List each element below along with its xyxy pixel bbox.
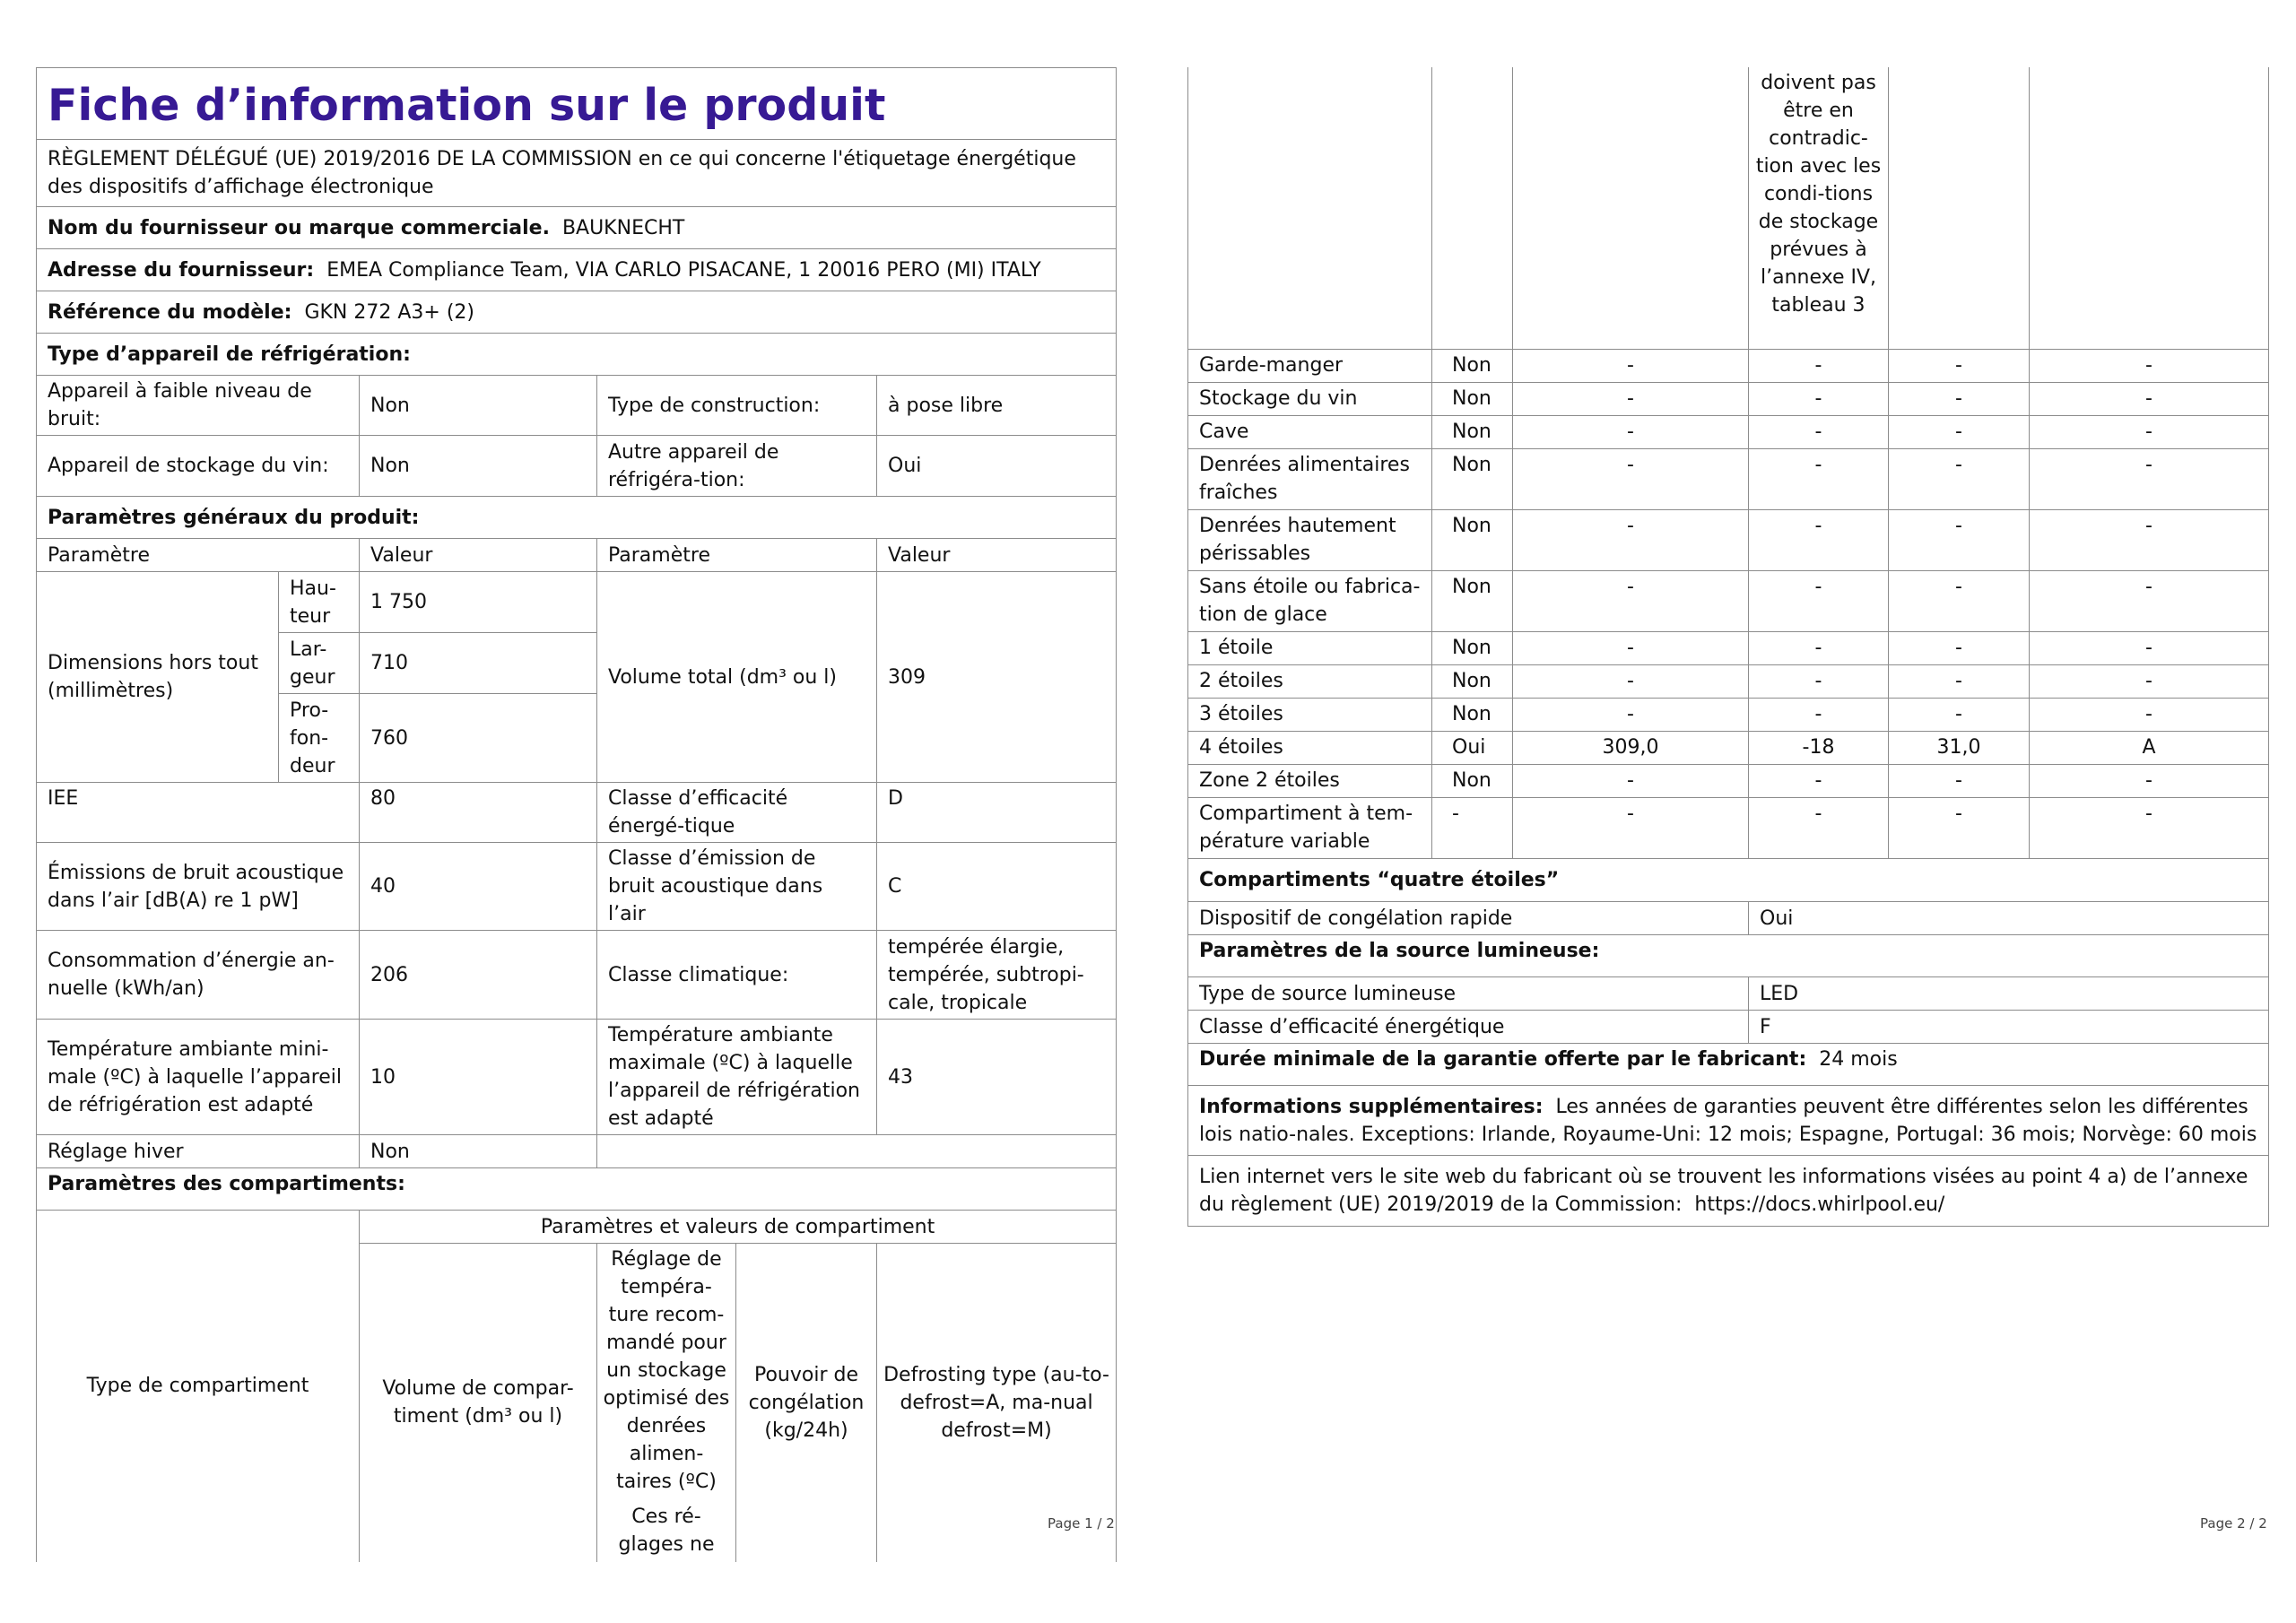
compartment-temp: -: [1749, 382, 1889, 415]
compartment-name: Denrées alimentaires fraîches: [1188, 448, 1432, 509]
blank-cell: [1513, 67, 1749, 349]
total-volume-value: 309: [877, 572, 1117, 783]
compartment-freezing: -: [1889, 570, 2030, 631]
compartment-freezing: -: [1889, 448, 2030, 509]
blank-cell: [1889, 67, 2030, 349]
low-noise-label: Appareil à faible niveau de bruit:: [37, 376, 360, 436]
compartment-row: [1188, 731, 2269, 764]
compartment-row: [1188, 349, 2269, 382]
compartment-defrost: -: [2030, 415, 2269, 448]
compartment-temp: -: [1749, 448, 1889, 509]
model-label: Référence du modèle:: [48, 300, 292, 324]
other-appliance-value: Oui: [877, 436, 1117, 497]
compartment-temp: -: [1749, 415, 1889, 448]
energy-class-label: Classe d’efficacité énergé-tique: [597, 783, 877, 843]
compartment-defrost: -: [2030, 509, 2269, 570]
blank-cell: [2030, 67, 2269, 349]
compartment-name: Stockage du vin: [1188, 382, 1432, 415]
compartment-name: 1 étoile: [1188, 631, 1432, 664]
wine-value: Non: [360, 436, 597, 497]
max-temp-value: 43: [877, 1020, 1117, 1135]
compartment-volume: 309,0: [1513, 731, 1749, 764]
width-value: 710: [360, 633, 597, 694]
compartment-present: Non: [1432, 349, 1513, 382]
construction-value: à pose libre: [877, 376, 1117, 436]
compartment-freezing: -: [1889, 631, 2030, 664]
compartment-row: [1188, 797, 2269, 858]
compartment-freezing: -: [1889, 415, 2030, 448]
energy-class-value: D: [877, 783, 1117, 843]
climate-class-value: tempérée élargie, tempérée, subtropi-cale, tropicale: [877, 931, 1117, 1020]
compartment-temp: -: [1749, 349, 1889, 382]
iee-label: IEE: [37, 783, 360, 843]
compartment-present: Non: [1432, 764, 1513, 797]
light-type-label: Type de source lumineuse: [1188, 977, 1749, 1011]
compartment-row: [1188, 382, 2269, 415]
fast-freeze-label: Dispositif de congélation rapide: [1188, 902, 1749, 935]
model-row: [37, 291, 1117, 334]
compartment-defrost: -: [2030, 664, 2269, 698]
compartment-row: [1188, 764, 2269, 797]
compartment-volume-header: Volume de compar-timent (dm³ ou l): [360, 1244, 597, 1562]
compartment-row: [1188, 698, 2269, 731]
manufacturer-link[interactable]: https://docs.whirlpool.eu/: [1694, 1193, 1945, 1216]
compartment-freezing: -: [1889, 349, 2030, 382]
compartment-present: -: [1432, 797, 1513, 858]
compartment-defrost: -: [2030, 382, 2269, 415]
light-class-label: Classe d’efficacité énergétique: [1188, 1011, 1749, 1044]
compartment-present: Non: [1432, 448, 1513, 509]
manufacturer-link-row: [1188, 1156, 2269, 1227]
compartment-params-header: Paramètres et valeurs de compartiment: [360, 1211, 1117, 1244]
additional-info-table: [1187, 859, 2269, 1228]
compartment-temp-header-text: Réglage de tempéra-ture recom-mandé pour un stockage optimisé des denrées alimen-taires (ºC): [603, 1248, 730, 1493]
compartment-freezing: -: [1889, 382, 2030, 415]
compartment-name: 2 étoiles: [1188, 664, 1432, 698]
compartment-present: Non: [1432, 509, 1513, 570]
warranty-row: [1188, 1044, 2269, 1086]
compartment-freezing: -: [1889, 797, 2030, 858]
compartment-row: [1188, 448, 2269, 509]
total-volume-label: Volume total (dm³ ou l): [597, 572, 877, 783]
blank-cell: [1432, 67, 1513, 349]
col-header-value-2: Valeur: [877, 539, 1117, 572]
compartment-volume: -: [1513, 415, 1749, 448]
max-temp-label: Température ambiante maximale (ºC) à laquelle l’appareil de réfrigération est adapté: [597, 1020, 877, 1135]
height-label: Hau-teur: [279, 572, 360, 633]
page-title: Fiche d’information sur le produit: [37, 68, 1117, 140]
noise-class-value: C: [877, 843, 1117, 931]
address-label: Adresse du fournisseur:: [48, 258, 315, 282]
compartment-temp: -: [1749, 764, 1889, 797]
compartment-name: Zone 2 étoiles: [1188, 764, 1432, 797]
compartment-volume: -: [1513, 797, 1749, 858]
compartment-volume: -: [1513, 698, 1749, 731]
compartment-type-header: Type de compartiment: [37, 1211, 360, 1562]
compartment-freezing: -: [1889, 764, 2030, 797]
compartment-temp: -: [1749, 570, 1889, 631]
compartment-row: [1188, 664, 2269, 698]
noise-class-label: Classe d’émission de bruit acoustique dans l’air: [597, 843, 877, 931]
light-class-value: F: [1749, 1011, 2269, 1044]
other-appliance-label: Autre appareil de réfrigéra-tion:: [597, 436, 877, 497]
compartment-present: Non: [1432, 631, 1513, 664]
compartment-defrost: -: [2030, 797, 2269, 858]
compartment-defrost: A: [2030, 731, 2269, 764]
compartment-row: [1188, 570, 2269, 631]
model-value: GKN 272 A3+ (2): [304, 300, 474, 324]
compartment-name: 4 étoiles: [1188, 731, 1432, 764]
compartment-defrost: -: [2030, 764, 2269, 797]
compartment-volume: -: [1513, 764, 1749, 797]
climate-class-label: Classe climatique:: [597, 931, 877, 1020]
product-info-table: [36, 67, 1117, 1562]
compartment-present: Non: [1432, 382, 1513, 415]
compartment-present: Non: [1432, 698, 1513, 731]
compartment-temp: -: [1749, 698, 1889, 731]
page-1: [36, 67, 1116, 1562]
compartment-temp: -: [1749, 509, 1889, 570]
compartment-temp-note-end: doivent pas être en contradic-tion avec les condi-tions de stockage prévues à l’annexe IV, tableau 3: [1749, 67, 1889, 349]
low-noise-value: Non: [360, 376, 597, 436]
construction-label: Type de construction:: [597, 376, 877, 436]
height-value: 1 750: [360, 572, 597, 633]
compartment-temp-header: [597, 1244, 736, 1562]
compartment-name: Denrées hautement périssables: [1188, 509, 1432, 570]
annual-consumption-value: 206: [360, 931, 597, 1020]
compartment-present: Non: [1432, 415, 1513, 448]
compartment-volume: -: [1513, 349, 1749, 382]
compartment-temp-note-start: Ces ré-glages ne: [618, 1506, 715, 1556]
compartments-heading: Paramètres des compartiments:: [37, 1168, 1117, 1211]
noise-emission-label: Émissions de bruit acoustique dans l’air [dB(A) re 1 pW]: [37, 843, 360, 931]
compartment-defrost: -: [2030, 349, 2269, 382]
compartment-freezing: 31,0: [1889, 731, 2030, 764]
blank-cell: [1188, 67, 1432, 349]
compartment-volume: -: [1513, 570, 1749, 631]
compartment-name: Garde-manger: [1188, 349, 1432, 382]
page-number-1: Page 1 / 2: [1048, 1515, 1115, 1532]
compartment-present: Non: [1432, 570, 1513, 631]
manufacturer-link-text: Lien internet vers le site web du fabricant où se trouvent les informations visées au point 4 a) de l’annexe du règlement (UE) 2019/2019 de la Commission:: [1199, 1166, 2248, 1216]
compartment-row: [1188, 509, 2269, 570]
compartment-row: [1188, 415, 2269, 448]
supplier-label: Nom du fournisseur ou marque commerciale.: [48, 216, 550, 239]
width-label: Lar-geur: [279, 633, 360, 694]
compartment-temp: -: [1749, 664, 1889, 698]
compartments-continued-table: [1187, 67, 2269, 859]
compartment-freezing: -: [1889, 509, 2030, 570]
compartment-defrost-header: Defrosting type (au-to-defrost=A, ma-nual defrost=M): [877, 1244, 1117, 1562]
warranty-value: 24 mois: [1819, 1048, 1898, 1071]
compartment-volume: -: [1513, 448, 1749, 509]
depth-value: 760: [360, 694, 597, 783]
wine-label: Appareil de stockage du vin:: [37, 436, 360, 497]
depth-label: Pro-fon-deur: [279, 694, 360, 783]
supplier-value: BAUKNECHT: [561, 216, 685, 239]
noise-emission-value: 40: [360, 843, 597, 931]
compartment-freezing: -: [1889, 664, 2030, 698]
compartment-defrost: -: [2030, 631, 2269, 664]
additional-info-value: Les années de garanties peuvent être différentes selon les différentes lois natio-nales. Exceptions: Irlande, Royaume-Uni: 12 mois; Espagne, Portugal: 36 mois; Norvège: 60 mois: [1199, 1095, 2257, 1146]
compartment-temp: -18: [1749, 731, 1889, 764]
min-temp-value: 10: [360, 1020, 597, 1135]
light-source-heading: Paramètres de la source lumineuse:: [1188, 935, 2269, 977]
compartment-name: Cave: [1188, 415, 1432, 448]
general-params-heading: Paramètres généraux du produit:: [37, 497, 1117, 539]
compartment-temp: -: [1749, 797, 1889, 858]
winter-setting-value: Non: [360, 1135, 597, 1168]
compartment-volume: -: [1513, 664, 1749, 698]
regulation-text: RÈGLEMENT DÉLÉGUÉ (UE) 2019/2016 DE LA COMMISSION en ce qui concerne l'étiquetage énergétique des dispositifs d’affichage électronique: [37, 140, 1117, 207]
col-header-param-2: Paramètre: [597, 539, 877, 572]
empty-cell: [597, 1135, 1117, 1168]
compartment-volume: -: [1513, 509, 1749, 570]
annual-consumption-label: Consommation d’énergie an-nuelle (kWh/an): [37, 931, 360, 1020]
supplier-row: [37, 207, 1117, 249]
address-value: EMEA Compliance Team, VIA CARLO PISACANE, 1 20016 PERO (MI) ITALY: [326, 258, 1041, 282]
compartment-present: Non: [1432, 664, 1513, 698]
compartment-volume: -: [1513, 382, 1749, 415]
col-header-value: Valeur: [360, 539, 597, 572]
winter-setting-label: Réglage hiver: [37, 1135, 360, 1168]
light-type-value: LED: [1749, 977, 2269, 1011]
fast-freeze-value: Oui: [1749, 902, 2269, 935]
compartment-rows: [1188, 349, 2269, 858]
col-header-param: Paramètre: [37, 539, 360, 572]
dimensions-label: Dimensions hors tout (millimètres): [37, 572, 279, 783]
compartment-volume: -: [1513, 631, 1749, 664]
compartment-defrost: -: [2030, 698, 2269, 731]
compartment-name: 3 étoiles: [1188, 698, 1432, 731]
address-row: [37, 249, 1117, 291]
compartment-name: Compartiment à tem-pérature variable: [1188, 797, 1432, 858]
four-star-heading: Compartiments “quatre étoiles”: [1188, 859, 2269, 902]
iee-value: 80: [360, 783, 597, 843]
additional-info-label: Informations supplémentaires:: [1199, 1095, 1544, 1118]
page-number-2: Page 2 / 2: [2200, 1515, 2267, 1532]
min-temp-label: Température ambiante mini-male (ºC) à laquelle l’appareil de réfrigération est adapté: [37, 1020, 360, 1135]
compartment-row: [1188, 631, 2269, 664]
page-2: [1187, 67, 2268, 1227]
compartment-name: Sans étoile ou fabrica-tion de glace: [1188, 570, 1432, 631]
compartment-freezing-header: Pouvoir de congélation (kg/24h): [736, 1244, 877, 1562]
compartment-freezing: -: [1889, 698, 2030, 731]
warranty-label: Durée minimale de la garantie offerte par le fabricant:: [1199, 1048, 1807, 1071]
appliance-type-heading: Type d’appareil de réfrigération:: [37, 334, 1117, 376]
compartment-temp: -: [1749, 631, 1889, 664]
additional-info-row: [1188, 1086, 2269, 1156]
compartment-present: Oui: [1432, 731, 1513, 764]
compartment-defrost: -: [2030, 448, 2269, 509]
compartment-defrost: -: [2030, 570, 2269, 631]
